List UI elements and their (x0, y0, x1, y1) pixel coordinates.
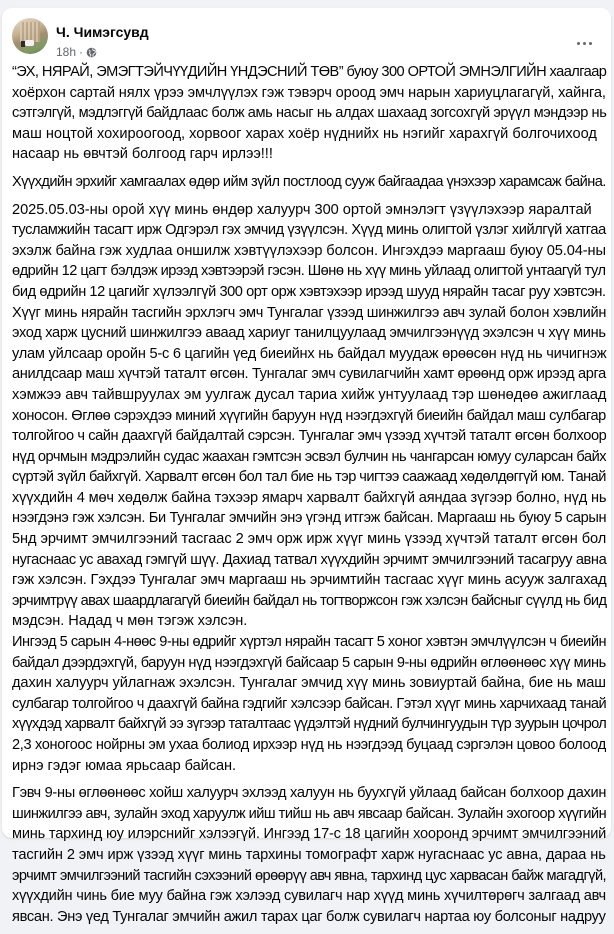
post-text-line: хүүхдийн 4 мөч хөдөлж байна тэхээр ямарч харвалт байхгүй аяндаа зүгээр болно, нүд нь (12, 489, 607, 506)
post-text-line: нээгдэнэ гэж хэлсэн. Би Тунгалаг эмчийн энэ үгэнд итгэж байсан. Маргааш нь буюу 5 сарын (12, 510, 607, 527)
post-text-line: Хүүхдийн эрхийг хамгаалах өдөр ийм зүйл постлоод сууж байгаадаа үнэхээр харамсаж байна. (12, 173, 606, 190)
post-text-line: хүүхдэд харвалт байхгүй ээ зүгээр таталтаас үүдэлтэй нүдний булчингуудын түр зуурын цочрол (12, 716, 607, 733)
post-text-line: эрчимт эмчилгээний тасгийн сэхээний өрөөрүү авч явна, тархинд цус харвасан байж магадгүй, (12, 867, 607, 884)
ellipsis-icon-dot (577, 42, 580, 45)
post-paragraph (12, 783, 608, 927)
post-paragraph (12, 62, 608, 165)
post-text-line: сүртэй зүйл байхгүй. Харвалт өгсөн бол тал бие нь тэр чигтээ саажаад хөдөлдөггүй юм. Танай (12, 469, 606, 486)
post-text-line: 2,3 хоногоос нойрны эм ухаа болиод ирхээр нүд нь нээгдээд буцаад сэргэлэн цовоо болоод (12, 737, 606, 753)
ellipsis-icon-dot (583, 42, 586, 45)
author-name[interactable]: Ч. Чимэгсувд (56, 24, 149, 40)
post-body (12, 62, 608, 934)
post-text-line: бид өдрийн 12 цагийг хүлээлгүй 300 орт орж хэвтэхээр ирээд шууд нярайн тасаг руу хэвтсэн. (12, 283, 606, 300)
ellipsis-icon-dot (589, 42, 592, 45)
avatar-image-building (20, 22, 40, 42)
meta-separator: · (79, 45, 84, 59)
avatar-image-object (25, 40, 34, 46)
post-text-line: хоёрхон сартай нялх үрээ эмчлүүлэх гэж тэвэрч ороод эмч нарын хариуцлагагүй, хайнга, (12, 84, 606, 101)
post-text-line: нугаснаас ус авахад гэмгүй шүү. Дахиад татвал хүүхдийн эрчимт эмчилгээний тасагруу авна (12, 551, 607, 568)
post-text-line: хүүхдийн чинь бие муу байна гэж хэлээд сувилагч нар хүүд минь хүчилтөрөгч залгаад авч (12, 888, 606, 905)
post-text-line: эрчимтрүү авах шаардлагагүй биеийн байдал нь тогтворжсон гэж хэлсэн байсныг сүүлд нь бид (12, 592, 607, 609)
post-text-line: эхэлж байна гэж худлаа оншилж хэвтүүлэхээр болсон. Ингэхдээ маргааш буюу 05.04-ны (12, 242, 606, 259)
post-text-line: сулбагар толгойгоо ч даахгүй байна гэдгийг хэлсээр байсан. Гэтэл хүүг минь харчихаад танай (12, 695, 607, 712)
post-text-line: хэмжээ авч тайвшруулах эм уулгаж дусал тариа хийж унтуулаад тэр шөнөдөө ажиглаад (12, 386, 607, 403)
post-text-line: анилдсаар маш хүчтэй таталт өгсөн. Тунгалаг эмч сувилагчийн хамт өрөөнд орж ирээд арга (12, 366, 606, 383)
author-avatar[interactable] (12, 18, 48, 54)
post-text-line: 2025.05.03-ны орой хүү минь өндөр халуурч 300 ортой эмнэлэгт үзүүлэхээр яаралтай (12, 201, 592, 218)
post-text-line: сэтгэлгүй, мэдлэггүй байдлаас болж амь насыг нь алдах шахаад зогсохгүй эрүүл мэндээр нь (12, 105, 607, 122)
post-text-line: мэдсэн. Надад ч мөн тэгэж хэлсэн. (12, 613, 248, 630)
post-text-line: 5нд эрчимт эмчилгээний тасгаас 2 эмч орж ирж хүүг минь үзээд хүчтэй таталт өгсөн бол (12, 531, 607, 548)
post-text-line: хоносон. Өглөө сэрэхдээ миний хүүгийн баруун нүд нээгдэхгүй биеийн байдал маш сулбагар (12, 407, 606, 424)
post-paragraph (12, 172, 608, 193)
post-text-line: гэж хэлсэн. Гэхдээ Тунгалаг эмч маргааш нь эрчимтийн тасгаас хүүг минь асууж залгахад (12, 572, 607, 589)
post-text-line: “ЭХ, НЯРАЙ, ЭМЭГТЭЙЧҮҮДИЙН ҮНДЭСНИЙ ТӨВ” буюу 300 ОРТОЙ ЭМНЭЛГИЙН хаалгаар (12, 64, 607, 80)
post-text-line: шинжилгээ авч, зулайн эход харуулж ийш тийш нь авч явсаар байсан. Зулайн эхогоор хүүгийн (12, 805, 607, 822)
post-text-line: тусламжийн тасагт ирж Одгэрэл гэх эмчид үзүүлсэн. Хүүд минь олигтой үзлэг хийлгүй хатгаа (12, 222, 606, 239)
post-header (12, 18, 602, 62)
post-paragraph (12, 200, 608, 777)
post-text-line: явсан. Энэ үед Тунгалаг эмчийн ажил тарах цаг болж сувилагч нартаа юу болсоныг надруу (12, 908, 606, 925)
post-text-line: Ингээд 5 сарын 4-нөөс 9-ны өдрийг хүртэл нярайн тасагт 5 хоног хэвтэн эмчлүүлсэн ч биеийн (12, 634, 607, 651)
post-text-line: дахин халуурч уйлагнаж эхэлсэн. Тунгалаг эмчид хүү минь зовиуртай байна, бие нь маш (12, 675, 606, 692)
post-text-line: тасгийн 2 эмч ирж үзээд хүүг минь тархины томографт харж нугаснаас ус авна, дараа нь (12, 846, 606, 863)
post-text-line: нүд орчмын мэдрэлийн судас жаахан гэмтсэн эсвэл булчин нь чангарсан юмуу суларсан байх (12, 448, 607, 465)
post-text-line: Гэвч 9-ны өглөөнөөс хойш халуурч эхлээд халуун нь буухгүй уйлаад байсан болхоор дахин (12, 785, 607, 802)
post-text-line: толгойгоо ч сайн даахгүй байдалтай сэрсэн. Тунгалаг эмч үзээд хүчтэй таталт өгсөн болхоор (12, 428, 607, 445)
post-text-line: Хүүг минь нярайн тасгийн эрхлэгч эмч Тунгалаг үзээд шинжилгээ авч зулай болон хэвлийн (12, 304, 607, 321)
post-text-line: өдрийн 12 цагт бэлдэж ирээд хэвтээрэй гэсэн. Шөнө нь хүү минь уйлаад олигтой унтаагүй тул (12, 263, 606, 280)
more-options-button[interactable] (572, 38, 596, 48)
post-meta (56, 45, 97, 59)
globe-icon[interactable] (86, 47, 97, 58)
post-text-line: эход харж цусний шинжилгээ аваад хариуг танилцуулаад эмчилгээнүүд эхэлсэн ч хүү минь (12, 325, 606, 342)
post-text-line: минь тархинд юу илэрснийг хэлээгүй. Ингээд 17-с 18 цагийн хооронд эрчимт эмчилгээний (12, 826, 607, 843)
post-time[interactable]: 18h (56, 45, 77, 59)
post-text-line: улам уйлсаар оройн 5-с 6 цагийн үед биеийнх нь байдал муудаж өрөөсөн нүд нь чичигнэж (12, 345, 607, 362)
post-text-line: насаар нь өвчтэй болгоод гарч ирлээ!!! (12, 146, 273, 163)
post-text-line: маш ноцтой хохироогоод, хорвоог харах хоёр нүднийх нь нэгийг харахгүй болгочихоод (12, 125, 597, 142)
post-card (2, 8, 611, 925)
post-text-line: ирнэ гэдэг юмаа ярьсаар байсан. (12, 757, 237, 774)
post-text-line: байдал дээрдэхгүй, баруун нүд нээгдэхгүй байсаар 5 сарын 9-ны өдрийн өглөөнөөс хүү минь (12, 654, 606, 671)
